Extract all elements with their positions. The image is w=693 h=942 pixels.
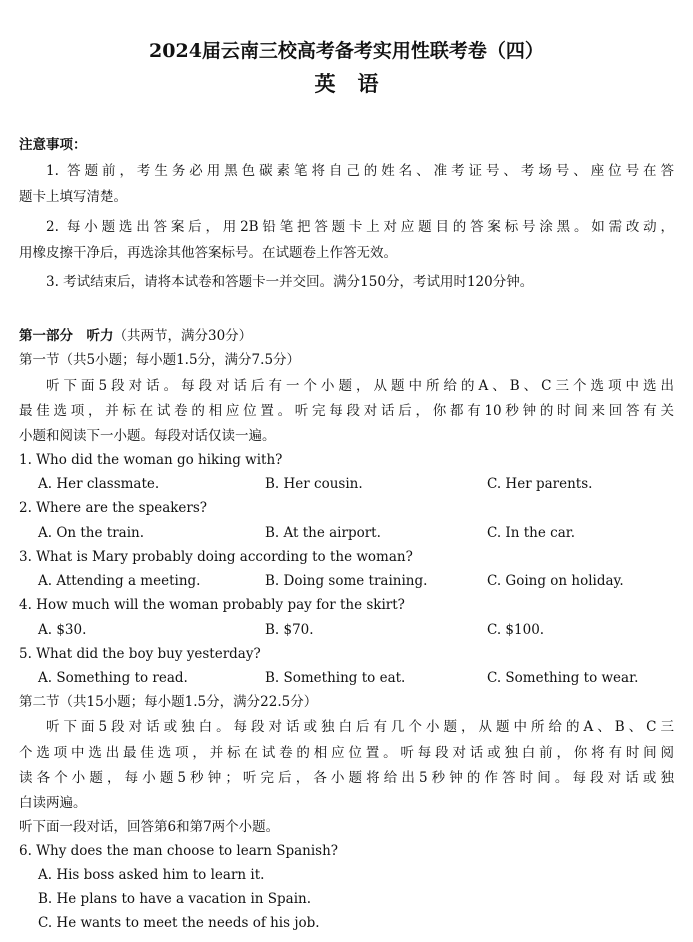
notice-item-1-line-2: 题卡上填写清楚。 xyxy=(19,189,127,205)
question-2-option-a: A. On the train. xyxy=(38,525,145,541)
question-1-option-c: C. Her parents. xyxy=(487,476,593,492)
part1-heading-rest: （共两节，满分30分） xyxy=(113,328,253,344)
section2-instr-line-4: 白读两遍。 xyxy=(19,795,87,811)
question-1-option-a: A. Her classmate. xyxy=(38,476,160,492)
question-1-option-b: B. Her cousin. xyxy=(265,476,363,492)
section2-instr-line-2: 个选项中选出最佳选项，并标在试卷的相应位置。听每段对话或独白前，你将有时间阅 xyxy=(19,745,674,761)
subject-title: 英语 xyxy=(314,71,401,96)
question-3-option-b: B. Doing some training. xyxy=(265,573,428,589)
notice-item-2-line-2: 用橡皮擦干净后，再选涂其他答案标号。在试题卷上作答无效。 xyxy=(19,245,397,261)
question-2: 2. Where are the speakers? xyxy=(19,500,208,516)
section1-instr-line-3: 小题和阅读下一小题。每段对话仅读一遍。 xyxy=(19,428,276,444)
notice-item-2-line-1: 2. 每小题选出答案后，用2B铅笔把答题卡上对应题目的答案标号涂黑。如需改动， xyxy=(46,219,674,235)
dialog-intro: 听下面一段对话，回答第6和第7两个小题。 xyxy=(19,819,280,835)
question-5-option-a: A. Something to read. xyxy=(38,670,188,686)
section2-heading: 第二节（共15小题；每小题1.5分，满分22.5分） xyxy=(19,694,318,710)
question-6-option-a: A. His boss asked him to learn it. xyxy=(38,867,265,883)
question-1: 1. Who did the woman go hiking with? xyxy=(19,452,283,468)
part1-heading xyxy=(19,327,252,345)
question-5: 5. What did the boy buy yesterday? xyxy=(19,646,261,662)
question-5-option-b: B. Something to eat. xyxy=(265,670,406,686)
question-2-option-b: B. At the airport. xyxy=(265,525,381,541)
section2-instr-line-1: 听下面5段对话或独白。每段对话或独白后有几个小题，从题中所给的A、B、C三 xyxy=(46,719,674,735)
question-3-option-c: C. Going on holiday. xyxy=(487,573,624,589)
question-4-option-c: C. $100. xyxy=(487,622,545,638)
question-6-option-b: B. He plans to have a vacation in Spain. xyxy=(38,891,311,907)
question-6: 6. Why does the man choose to learn Spanish? xyxy=(19,843,339,859)
notice-item-1-line-1: 1. 答题前，考生务必用黑色碳素笔将自己的姓名、准考证号、考场号、座位号在答 xyxy=(46,163,674,179)
part1-heading-bold: 第一部分 听力 xyxy=(19,328,114,344)
exam-title: 2024届云南三校高考备考实用性联考卷（四） xyxy=(149,40,544,62)
section1-instr-line-2: 最佳选项，并标在试卷的相应位置。听完每段对话后，你都有10秒钟的时间来回答有关 xyxy=(19,403,674,419)
question-3-option-a: A. Attending a meeting. xyxy=(38,573,201,589)
question-4-option-a: A. $30. xyxy=(38,622,87,638)
question-5-option-c: C. Something to wear. xyxy=(487,670,639,686)
notice-item-3: 3. 考试结束后，请将本试卷和答题卡一并交回。满分150分，考试用时120分钟。 xyxy=(46,274,534,290)
section1-instr-line-1: 听下面5段对话。每段对话后有一个小题，从题中所给的A、B、C三个选项中选出 xyxy=(46,378,674,394)
notice-heading: 注意事项： xyxy=(19,137,87,153)
question-3: 3. What is Mary probably doing according to the woman? xyxy=(19,549,413,565)
question-4-option-b: B. $70. xyxy=(265,622,314,638)
question-4: 4. How much will the woman probably pay for the skirt? xyxy=(19,597,405,613)
question-2-option-c: C. In the car. xyxy=(487,525,576,541)
section1-heading: 第一节（共5小题；每小题1.5分，满分7.5分） xyxy=(19,352,301,368)
question-6-option-c: C. He wants to meet the needs of his job. xyxy=(38,915,320,931)
section2-instr-line-3: 读各个小题，每小题5秒钟；听完后，各小题将给出5秒钟的作答时间。每段对话或独 xyxy=(19,770,674,786)
